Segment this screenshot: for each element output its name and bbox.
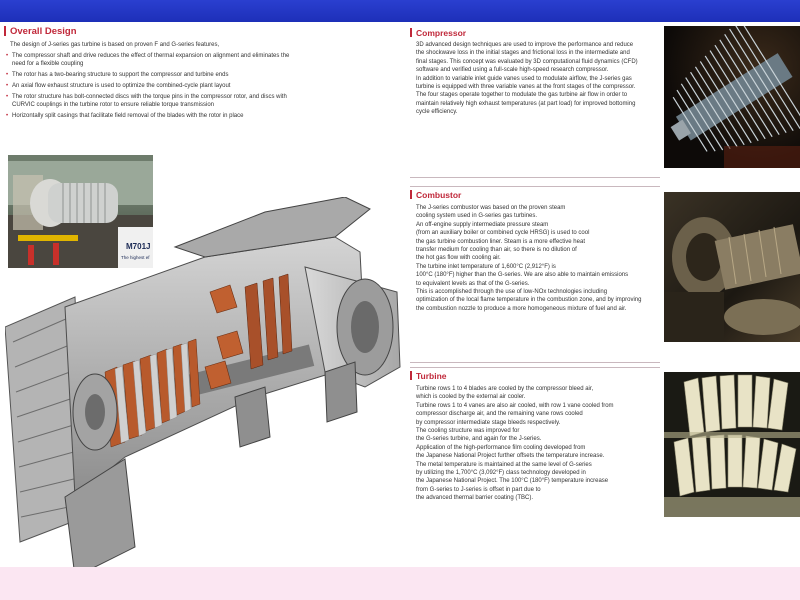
combustor-line: This is accomplished through the use of low-NOx technologies including xyxy=(416,289,608,296)
turbine-blades-photo xyxy=(664,372,800,517)
compressor-line: final stages. This concept was evaluated by 3D computational fluid dynamics (CFD) xyxy=(416,58,638,65)
turbine-line: Turbine rows 1 to 4 blades are cooled by the compressor bleed air, xyxy=(416,386,594,392)
combustor-line: An off-engine supply intermediate pressure steam xyxy=(416,221,549,228)
combustor-line: the combustion nozzle to produce a more homogeneous mixture of fuel and air. xyxy=(416,305,627,312)
overall-bullet: • An axial flow exhaust structure is used to optimize the combined-cycle plant layout xyxy=(6,82,296,90)
compressor-line: The four stages operate together to modulate the gas turbine air flow in order to xyxy=(416,92,628,99)
compressor-line: 3D advanced design techniques are used to improve the performance and reduce xyxy=(416,42,634,48)
compressor-line: maintain relatively high exhaust temperatures (at part load) for improved bottoming xyxy=(416,100,636,107)
turbine-line: the advanced thermal barrier coating (TBC). xyxy=(416,495,534,502)
turbine-line: the Japanese National Project. The 100°C (180°F) temperature increase xyxy=(416,478,609,485)
turbine-blades-image xyxy=(664,372,800,517)
overall-design-heading: Overall Design xyxy=(10,26,77,37)
slide-title-bar xyxy=(0,0,800,22)
section-accent-bar xyxy=(410,28,412,37)
overall-bullet: • The compressor shaft and drive reduces the effect of thermal expansion on alignment and eliminates the need for a flexible coupling xyxy=(6,52,296,68)
combustor-line: the gas turbine combustion liner. Steam is a more effective heat xyxy=(416,238,585,245)
turbine-line: The metal temperature is maintained at the same level of G-series xyxy=(416,461,592,468)
section-accent-bar xyxy=(410,190,412,199)
turbine-text xyxy=(416,385,666,503)
combustor-line: cooling system used in G-series gas turbines. xyxy=(416,213,538,220)
turbine-line: by utilizing the 1,700°C (3,092°F) class technology developed in xyxy=(416,470,586,477)
combustor-line: the hot gas flow with cooling air. xyxy=(416,255,501,262)
combustor-line: optimization of the local flame temperature in the combustion zone, and by improving xyxy=(416,297,642,304)
combustor-line: The turbine inlet temperature of 1,600°C (2,912°F) is xyxy=(416,263,556,270)
turbine-line: the G-series turbine, and again for the J-series. xyxy=(416,436,542,443)
section-divider xyxy=(410,362,660,363)
overall-bullet: • Horizontally split casings that facilitate field removal of the blades with the rotor in place xyxy=(6,112,296,120)
turbine-line: The cooling structure was improved for xyxy=(416,428,520,435)
compressor-line: software and verified using a full-scale high-speed research compressor. xyxy=(416,67,609,74)
turbine-line: which is cooled by the external air cooler. xyxy=(416,394,526,401)
gas-turbine-cutaway-illustration xyxy=(5,197,405,587)
section-divider xyxy=(410,367,660,368)
compressor-rotor-photo xyxy=(664,26,800,168)
combustor-line: (from an auxiliary boiler or combined cycle HRSG) is used to cool xyxy=(416,230,590,237)
compressor-heading: Compressor xyxy=(416,28,467,38)
section-divider xyxy=(410,177,660,178)
combustor-heading: Combustor xyxy=(416,190,462,200)
combustor-line: transfer medium for cooling than air, so there is no dilution of xyxy=(416,247,577,254)
slide-footer-bar xyxy=(0,567,800,600)
overall-design-bullets xyxy=(6,52,296,123)
compressor-line: cycle efficiency. xyxy=(416,109,458,116)
turbine-line: from G-series to J-series is offset in part due to xyxy=(416,486,541,493)
combustor-photo xyxy=(664,192,800,342)
overall-design-intro: The design of J-series gas turbine is based on proven F and G-series features, xyxy=(10,42,220,48)
section-accent-bar xyxy=(4,26,6,36)
combustor-line: The J-series combustor was based on the proven steam xyxy=(416,205,566,211)
brochure-page xyxy=(0,22,800,567)
section-accent-bar xyxy=(410,371,412,380)
overall-bullet: • The rotor has a two-bearing structure to support the compressor and turbine ends xyxy=(6,71,296,79)
compressor-text xyxy=(416,41,661,117)
inset-caption-model: M701J xyxy=(126,242,151,251)
compressor-line: turbine is equipped with three variable vanes at the front stages of the compressor. xyxy=(416,84,636,91)
compressor-line: In addition to variable inlet guide vanes used to modulate airflow, the J-series gas xyxy=(416,75,632,82)
combustor-line: to equivalent levels as that of the G-series. xyxy=(416,280,530,287)
combustor-line: 100°C (180°F) higher than the G-series. We are also able to maintain emissions xyxy=(416,272,629,279)
compressor-rotor-image xyxy=(664,26,800,168)
compressor-line: the shockwave loss in the initial stages and frictional loss in the intermediate and xyxy=(416,50,630,57)
section-divider xyxy=(410,186,660,187)
turbine-line: Application of the high-performance film cooling developed from xyxy=(416,444,586,451)
combustor-text xyxy=(416,204,666,313)
inset-caption-sub: The highest ef xyxy=(121,255,150,260)
turbine-line: Turbine rows 1 to 4 vanes are also air cooled, with row 1 vane cooled from xyxy=(416,402,614,409)
turbine-line: by compressor intermediate stage bleeds respectively. xyxy=(416,419,561,426)
turbine-line: the Japanese National Project further offsets the temperature increase. xyxy=(416,453,605,460)
turbine-line: compressor discharge air, and the remaining vane rows cooled xyxy=(416,411,583,418)
combustor-image xyxy=(664,192,800,342)
turbine-heading: Turbine xyxy=(416,371,447,381)
overall-bullet: • The rotor structure has bolt-connected discs with the torque pins in the compressor rotor, and discs with CURVIC couplings in the turbine rotor to ensure reliable torque transmission xyxy=(6,93,296,109)
